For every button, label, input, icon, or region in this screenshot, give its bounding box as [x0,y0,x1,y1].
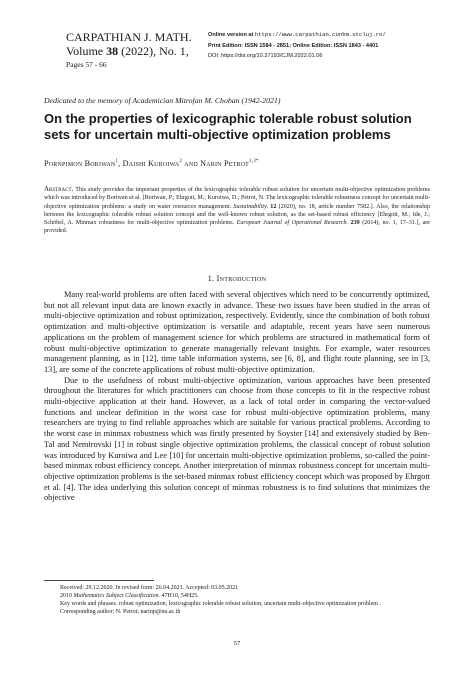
msc-classification: 2010 Mathematics Subject Classification. 47H10, 54H25. [60,593,199,599]
abstract-label: Abstract. [44,185,74,193]
received-dates: Received: 29.12.2020. In revised form: 26.04.2021. Accepted: 03.05.2021 [60,585,239,591]
page-range: Pages 57 - 66 [66,60,107,69]
publication-info [208,30,386,62]
author-list: Pornpimon Boriwan$^1$, Daishi Kuroiwa$^2$ and Narin Petrot$^{1,3*}$ [44,159,259,168]
paragraph: Due to the usefulness of robust multi-objective optimization, various approaches have been presented throughout the literatures for which practitioners can choose from those concepts to fit in the respective robust multi-objective application at their hand. However, as a lack of total order in comparing the vector-valued functions and unclear definition in the worst case for robust multi-objective optimization problems, many researchers are trying to find reliable approaches which are suitable for various practical problems. According to the worst case in minmax robustness which was firstly presented by Soyster [14] and extensively studied by Ben-Tal and Nemirovski [1] in robust single objective optimization problems, the classical concept of robust solution was introduced by Kuroiwa and Lee [10] for uncertain multi-objective optimization problems, so-called the point-based minmax robust efficiency concept. Another interpretation of minmax robustness concept for uncertain multi-objective optimization problems is the set-based minmax robust efficiency concept which was proposed by Ehrgott et al. [4]. The idea underlying this solution concept of minmax robustness is to find solutions that minimizes the objective [44,375,430,503]
journal-header [66,30,192,72]
online-version: Online version at https://www.carpathian.cunbm.utcluj.ro/ [208,31,386,38]
author-affiliation: 2 [179,159,183,164]
page-number: 57 [233,640,241,647]
journal-name: CARPATHIAN J. MATH. [66,30,192,44]
paper-title: On the properties of lexicographic tolerable robust solution sets for uncertain multi-objective optimization problems [44,111,412,142]
volume-line: Volume 38 (2022), No. 1, [66,44,189,58]
author-name: Daishi Kuroiwa [122,159,180,168]
body-text [44,290,430,504]
section-title: Introduction [216,274,267,283]
author-affiliation: 1 [115,159,119,164]
author-name: Pornpimon Boriwan [44,159,116,168]
abstract: Abstract. This study provides the important properties of the lexicographic tolerable robust solution for uncertain multi-objective optimization problems which was introduced by Boriwan et al. [Boriwan, P.; Ehrgott, M.; Kuroiwa, D.; Petrot, N. The lexicographic tolerable robustness concept for uncertain multi-objective optimization problems: a study on water resources management. Sustainability. 12 (2020), no. 18, article number 7582.]. Also, the relationship between the lexicographic tolerable robust solution concept and the well-known robust solution, as the set-based robust efficiency [Ehrgott, M.; Ide, J.; Schöbel, A. Minmax robustness for multi-objective optimization problems. European Journal of Operational Research. 239 (2014), no. 1, 17–31.], are provided. [44,185,431,235]
keywords: Key words and phrases. robust optimization, lexicographic tolerable robust solution, uncertain multi-objective optimization problem . [60,601,381,607]
volume-number: 38 [106,44,119,58]
author-affiliation: 1,3* [249,159,259,164]
section-heading [0,274,474,283]
issn-line: Print Edition: ISSN 1584 - 2851; Online Edition: ISSN 1843 - 4401 [208,42,379,49]
section-number: 1. [207,274,217,283]
journal-url[interactable]: https://www.carpathian.cunbm.utcluj.ro/ [254,31,386,38]
corresponding-author: Corresponding author: N. Petrot; narinp@nu.ac.th [60,609,181,615]
author-name: Narin Petrot [200,159,250,168]
paragraph: Many real-world problems are often faced with several objectives which need to be concurrently optimized, but not all relevant input data are known exactly in advance. These two issues have been studied in the areas of multi-objective optimization and robust optimization, respectively. Evidently, since the combination of both robust optimization and multi-objective optimization is versatile and adaptable, recent years have seen numerous applications on the problem of management science for which problems are structured in mathematical form of robust multi-objective optimization to generate managerially relevant insights. For example, water resources management planning, as in [12], time table information systems, see [6, 8], and flight route planning, see in [3, 13], are some of the concrete applications of robust multi-objective optimization. [44,290,430,374]
doi-line[interactable]: DOI: https://doi.org/10.37193/CJM.2022.01.06 [208,53,323,59]
dedication: Dedicated to the memory of Academician Mitrofan M. Choban (1942-2021) [44,96,281,105]
footnotes [60,584,430,616]
footnote-divider [44,580,154,581]
